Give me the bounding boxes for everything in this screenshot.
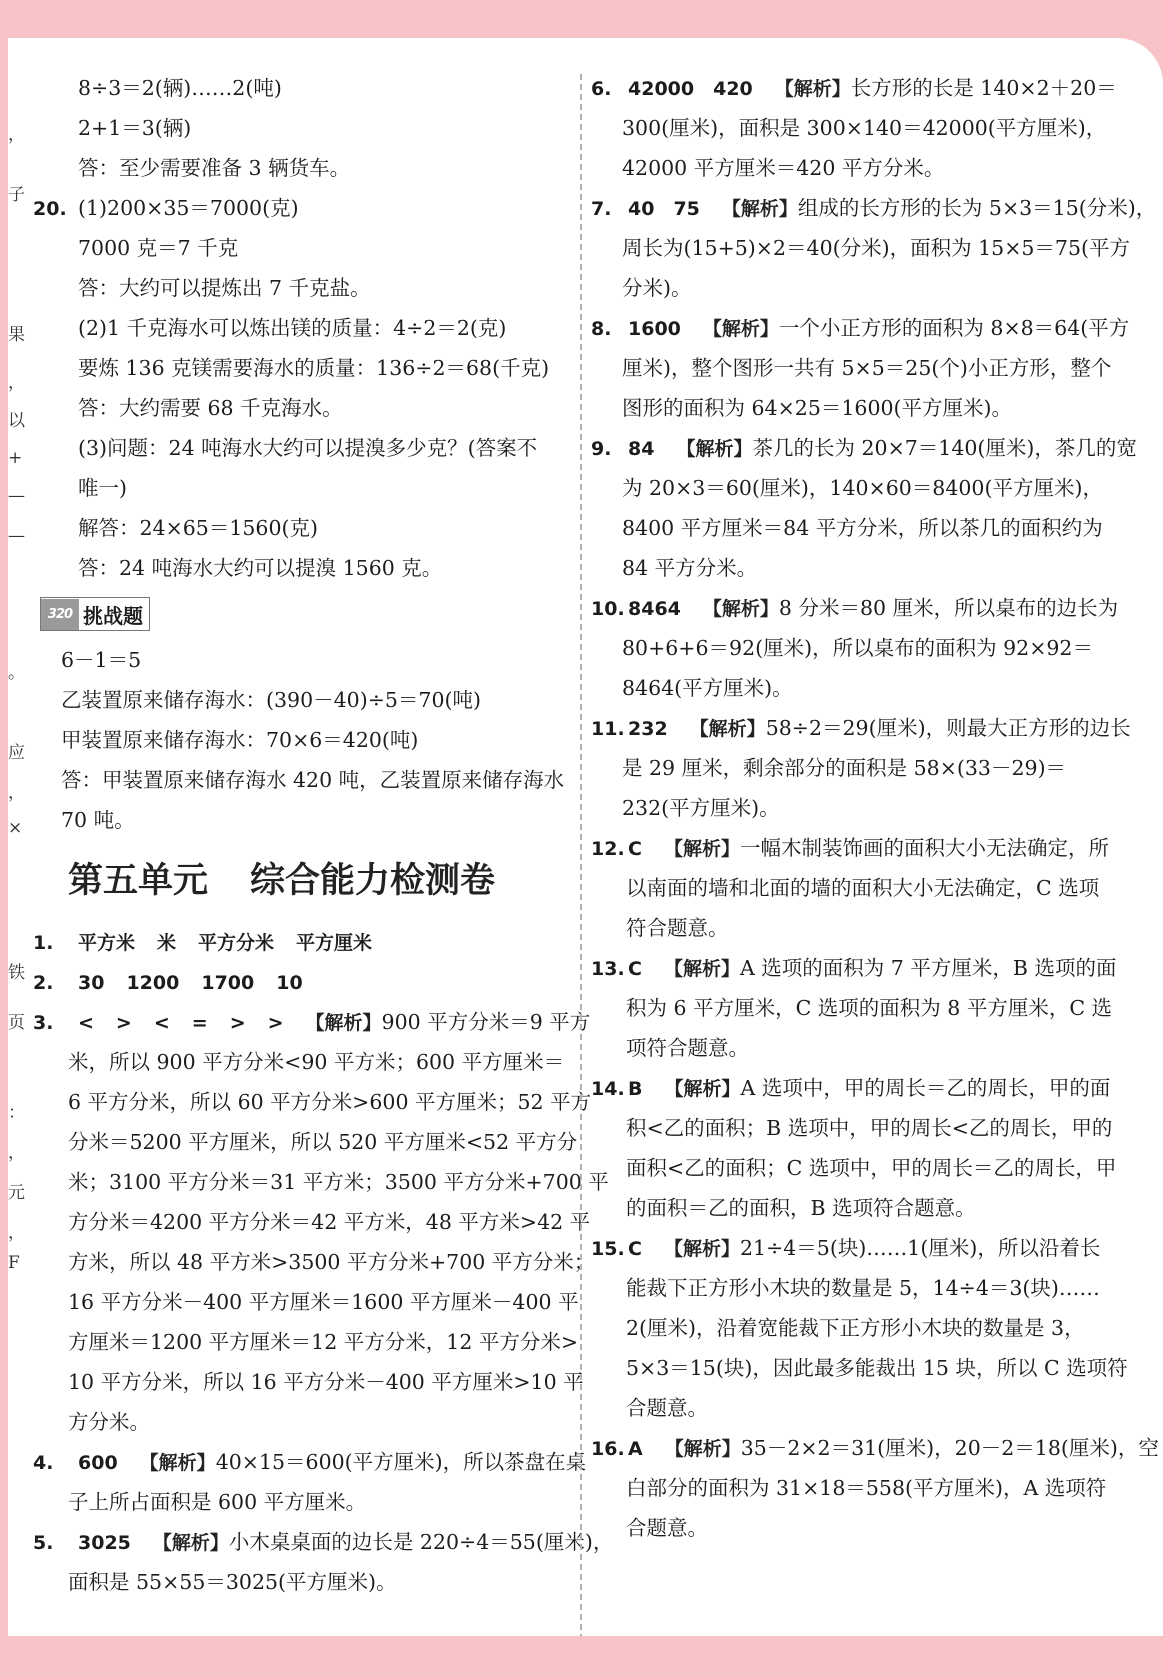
question-number: 2. (33, 972, 54, 994)
answer: = (191, 1012, 208, 1034)
answer: 42000 420 (628, 78, 753, 100)
margin-glyph: — (8, 526, 25, 546)
answer: < (153, 1012, 170, 1034)
unit-title (33, 840, 581, 922)
q3-line: 方分米。 (68, 1410, 150, 1434)
answer: 平方米 (78, 932, 136, 954)
q16-line: 白部分的面积为 31×18＝558(平方厘米)，A 选项符 (626, 1476, 1107, 1500)
analysis-text: A 选项的面积为 7 平方厘米，B 选项的面 (739, 956, 1117, 980)
answer: 84 (628, 438, 655, 460)
q20-line: 答：24 吨海水大约可以提溴 1560 克。 (78, 556, 443, 580)
unit-title-part: 综合能力检测卷 (250, 861, 496, 901)
margin-glyph: ， (8, 373, 25, 393)
analysis-tag: 【解析】 (663, 958, 740, 980)
q20-line: (3)问题：24 吨海水大约可以提溴多少克？(答案不 (78, 436, 538, 460)
question-number: 9. (591, 438, 612, 460)
answer: > (229, 1012, 246, 1034)
q19-line: 8÷3＝2(辆)……2(吨) (78, 76, 282, 100)
margin-glyph: — (8, 486, 25, 506)
question-number: 4. (33, 1452, 54, 1474)
margin-glyph: ， (8, 783, 25, 803)
q20-line: 解答：24×65＝1560(克) (78, 516, 319, 540)
challenge-header (40, 588, 581, 640)
margin-glyph: ， (8, 1143, 25, 1163)
q4-line: 子上所占面积是 600 平方厘米。 (68, 1490, 367, 1514)
question-number: 15. (591, 1238, 625, 1260)
question-number: 11. (591, 718, 625, 740)
question-number: 16. (591, 1438, 625, 1460)
analysis-text: 58÷2＝29(厘米)，则最大正方形的边长 (765, 716, 1131, 740)
q20-first-line (33, 188, 581, 228)
margin-glyph: 子 (8, 185, 25, 205)
challenge-title: 挑战题 (83, 603, 143, 628)
margin-glyph: + (8, 448, 23, 468)
challenge-line: 甲装置原来储存海水：70×6＝420(吨) (61, 728, 419, 752)
q9-line: 为 20×3＝60(厘米)，140×60＝8400(平方厘米)， (622, 476, 1103, 500)
question-number: 1. (33, 932, 54, 954)
answer: 30 (78, 972, 105, 994)
q16-line: 合题意。 (626, 1516, 708, 1540)
margin-glyph: 应 (8, 743, 25, 763)
analysis-text: 40×15＝600(平方厘米)，所以茶盘在桌 (215, 1450, 587, 1474)
q10-line: 80+6+6＝92(厘米)，所以桌布的面积为 92×92＝ (622, 636, 1093, 660)
analysis-text: 茶几的长为 20×7＝140(厘米)，茶几的宽 (752, 436, 1137, 460)
analysis-text: A 选项中，甲的周长＝乙的周长，甲的面 (740, 1076, 1111, 1100)
analysis-text: 一个小正方形的面积为 8×8＝64(平方 (778, 316, 1130, 340)
analysis-text: 一幅木制装饰画的面积大小无法确定，所 (739, 836, 1109, 860)
answer: 1700 (201, 972, 255, 994)
q3-line: 方厘米＝1200 平方厘米＝12 平方分米，12 平方分米> (68, 1330, 579, 1354)
answer: C (628, 1238, 642, 1260)
margin-glyph: ： (8, 1103, 25, 1123)
challenge-line: 6－1＝5 (61, 648, 142, 672)
answer: > (115, 1012, 132, 1034)
column-divider (580, 74, 582, 1636)
q3-line: 米；3100 平方分米＝31 平方米；3500 平方分米+700 平 (68, 1170, 609, 1194)
analysis-text: 900 平方分米＝9 平方 (381, 1010, 591, 1034)
analysis-tag: 【解析】 (139, 1452, 216, 1474)
answer-page (8, 38, 1163, 1636)
q9-first-line (591, 428, 1137, 468)
q14-first-line (591, 1068, 1131, 1108)
challenge-line: 乙装置原来储存海水：(390－40)÷5＝70(吨) (61, 688, 482, 712)
answer: 40 75 (628, 198, 700, 220)
q3-line: 方分米＝4200 平方分米＝42 平方米，48 平方米>42 平 (68, 1210, 591, 1234)
question-number: 5. (33, 1532, 54, 1554)
analysis-tag: 【解析】 (721, 198, 798, 220)
question-number: 10. (591, 598, 625, 620)
margin-glyph: ， (8, 125, 25, 145)
q20-line: 7000 克＝7 千克 (78, 236, 239, 260)
analysis-text: 长方形的长是 140×2＋20＝ (850, 76, 1117, 100)
answer: C (628, 838, 642, 860)
analysis-tag: 【解析】 (664, 1078, 741, 1100)
analysis-tag: 【解析】 (676, 438, 753, 460)
q3-line: 16 平方分米－400 平方厘米＝1600 平方厘米－400 平 (68, 1290, 579, 1314)
q3-line: 方米，所以 48 平方米>3500 平方分米+700 平方分米； (68, 1250, 595, 1274)
q9-line: 8400 平方厘米＝84 平方分米，所以茶几的面积约为 (622, 516, 1103, 540)
q15-line: 能裁下正方形小木块的数量是 5，14÷4＝3(块)…… (626, 1276, 1100, 1300)
answer: 8464 (628, 598, 681, 620)
answer: < (78, 1012, 94, 1034)
q8-line: 厘米)，整个图形一共有 5×5＝25(个)小正方形，整个 (622, 356, 1112, 380)
q3-line: 分米＝5200 平方厘米，所以 520 平方厘米<52 平方分 (68, 1130, 578, 1154)
margin-glyph: ， (8, 1223, 25, 1243)
q15-first-line (591, 1228, 1131, 1268)
analysis-text: 8 分米＝80 厘米，所以桌布的边长为 (778, 596, 1119, 620)
margin-glyph: 铁 (8, 963, 25, 983)
question-number: 8. (591, 318, 612, 340)
margin-glyph: 页 (8, 1013, 25, 1033)
q20-line: 答：大约需要 68 千克海水。 (78, 396, 343, 420)
q19-line: 答：至少需要准备 3 辆货车。 (78, 156, 351, 180)
analysis-tag: 【解析】 (663, 1238, 740, 1260)
q13-line: 积为 6 平方厘米，C 选项的面积为 8 平方厘米，C 选 (626, 996, 1113, 1020)
q20-line: 要炼 136 克镁需要海水的质量：136÷2＝68(千克) (78, 356, 550, 380)
q6-first-line (591, 68, 1131, 108)
analysis-tag: 【解析】 (689, 718, 766, 740)
challenge-badge (40, 597, 150, 631)
q12-first-line (591, 828, 1131, 868)
analysis-tag: 【解析】 (702, 318, 779, 340)
q7-line: 周长为(15+5)×2＝40(分米)，面积为 15×5＝75(平方 (622, 236, 1131, 260)
answer: 平方分米 (198, 932, 275, 954)
analysis-text: 21÷4＝5(块)……1(厘米)，所以沿着长 (739, 1236, 1101, 1260)
answer: 232 (628, 718, 668, 740)
q9-line: 84 平方分米。 (622, 556, 758, 580)
question-number: 12. (591, 838, 625, 860)
margin-glyph: × (8, 818, 23, 838)
analysis-text: 组成的长方形的长为 5×3＝15(分米)， (797, 196, 1157, 220)
answer: 3025 (78, 1532, 131, 1554)
answer: C (628, 958, 642, 980)
q11-first-line (591, 708, 1131, 748)
q8-line: 图形的面积为 64×25＝1600(平方厘米)。 (622, 396, 1013, 420)
margin-glyph: 元 (8, 1183, 25, 1203)
q12-line: 符合题意。 (626, 916, 729, 940)
question-number: 7. (591, 198, 612, 220)
margin-glyph: F (8, 1253, 20, 1273)
analysis-tag: 【解析】 (663, 838, 740, 860)
question-number: 3. (33, 1012, 54, 1034)
q2-line (33, 962, 581, 1002)
question-number: 20. (33, 198, 67, 220)
q16-first-line (591, 1428, 1159, 1468)
analysis-text: 35－2×2＝31(厘米)，20－2＝18(厘米)，空 (740, 1436, 1159, 1460)
right-column (591, 68, 1159, 1548)
unit-title-part: 第五单元 (68, 861, 209, 901)
q11-line: 是 29 厘米，剩余部分的面积是 58×(33－29)＝ (622, 756, 1067, 780)
margin-glyph: 。 (8, 663, 25, 683)
q8-first-line (591, 308, 1131, 348)
q3-line: 6 平方分米，所以 60 平方分米>600 平方厘米；52 平方 (68, 1090, 592, 1114)
margin-glyph: 果 (8, 325, 25, 345)
answer: 1200 (126, 972, 180, 994)
q15-line: 2(厘米)，沿着宽能裁下正方形小木块的数量是 3， (626, 1316, 1085, 1340)
analysis-tag: 【解析】 (152, 1532, 229, 1554)
q6-line: 42000 平方厘米＝420 平方分米。 (622, 156, 945, 180)
q4-first-line (33, 1442, 587, 1482)
answer: B (628, 1078, 643, 1100)
q15-line: 合题意。 (626, 1396, 708, 1420)
answer: > (267, 1012, 284, 1034)
answer: 10 (276, 972, 303, 994)
analysis-text: 小木桌桌面的边长是 220÷4＝55(厘米)， (228, 1530, 614, 1554)
margin-glyph: 以 (8, 411, 25, 431)
q13-line: 项符合题意。 (626, 1036, 749, 1060)
margin-strip (8, 38, 25, 1636)
q13-first-line (591, 948, 1131, 988)
q15-line: 5×3＝15(块)，因此最多能裁出 15 块，所以 C 选项符 (626, 1356, 1128, 1380)
answer: 米 (157, 932, 177, 954)
q19-line: 2+1＝3(辆) (78, 116, 192, 140)
q5-first-line (33, 1522, 614, 1562)
q12-line: 以南面的墙和北面的墙的面积大小无法确定，C 选项 (626, 876, 1100, 900)
question-number: 13. (591, 958, 625, 980)
q14-line: 积<乙的面积；B 选项中，甲的周长<乙的周长，甲的 (626, 1116, 1113, 1140)
q3-first-line (33, 1002, 591, 1042)
q14-line: 的面积＝乙的面积，B 选项符合题意。 (626, 1196, 976, 1220)
question-number: 6. (591, 78, 612, 100)
analysis-tag: 【解析】 (702, 598, 779, 620)
q5-line: 面积是 55×55＝3025(平方厘米)。 (68, 1570, 397, 1594)
q7-line: 分米)。 (622, 276, 692, 300)
challenge-line: 答：甲装置原来储存海水 420 吨，乙装置原来储存海水 (61, 768, 565, 792)
q20-line: 唯一) (78, 476, 127, 500)
q14-line: 面积<乙的面积；C 选项中，甲的周长＝乙的周长，甲 (626, 1156, 1117, 1180)
q10-first-line (591, 588, 1131, 628)
question-number: 14. (591, 1078, 625, 1100)
q3-line: 米，所以 900 平方分米<90 平方米；600 平方厘米＝ (68, 1050, 565, 1074)
analysis-tag: 【解析】 (774, 78, 851, 100)
answer: 1600 (628, 318, 681, 340)
q11-line: 232(平方厘米)。 (622, 796, 780, 820)
q1-line (33, 922, 581, 962)
q20-line: (2)1 千克海水可以炼出镁的质量：4÷2＝2(克) (78, 316, 507, 340)
answer: 600 (78, 1452, 118, 1474)
analysis-tag: 【解析】 (664, 1438, 741, 1460)
answer: A (628, 1438, 643, 1460)
q7-first-line (591, 188, 1157, 228)
q10-line: 8464(平方厘米)。 (622, 676, 793, 700)
answer: 平方厘米 (296, 932, 373, 954)
q20-line: (1)200×35＝7000(克) (78, 196, 299, 220)
q6-line: 300(厘米)，面积是 300×140＝42000(平方厘米)， (622, 116, 1107, 140)
analysis-tag: 【解析】 (305, 1012, 382, 1034)
q3-line: 10 平方分米，所以 16 平方分米－400 平方厘米>10 平 (68, 1370, 584, 1394)
challenge-line: 70 吨。 (61, 808, 135, 832)
q20-line: 答：大约可以提炼出 7 千克盐。 (78, 276, 371, 300)
challenge-icon: 320 (41, 599, 79, 630)
